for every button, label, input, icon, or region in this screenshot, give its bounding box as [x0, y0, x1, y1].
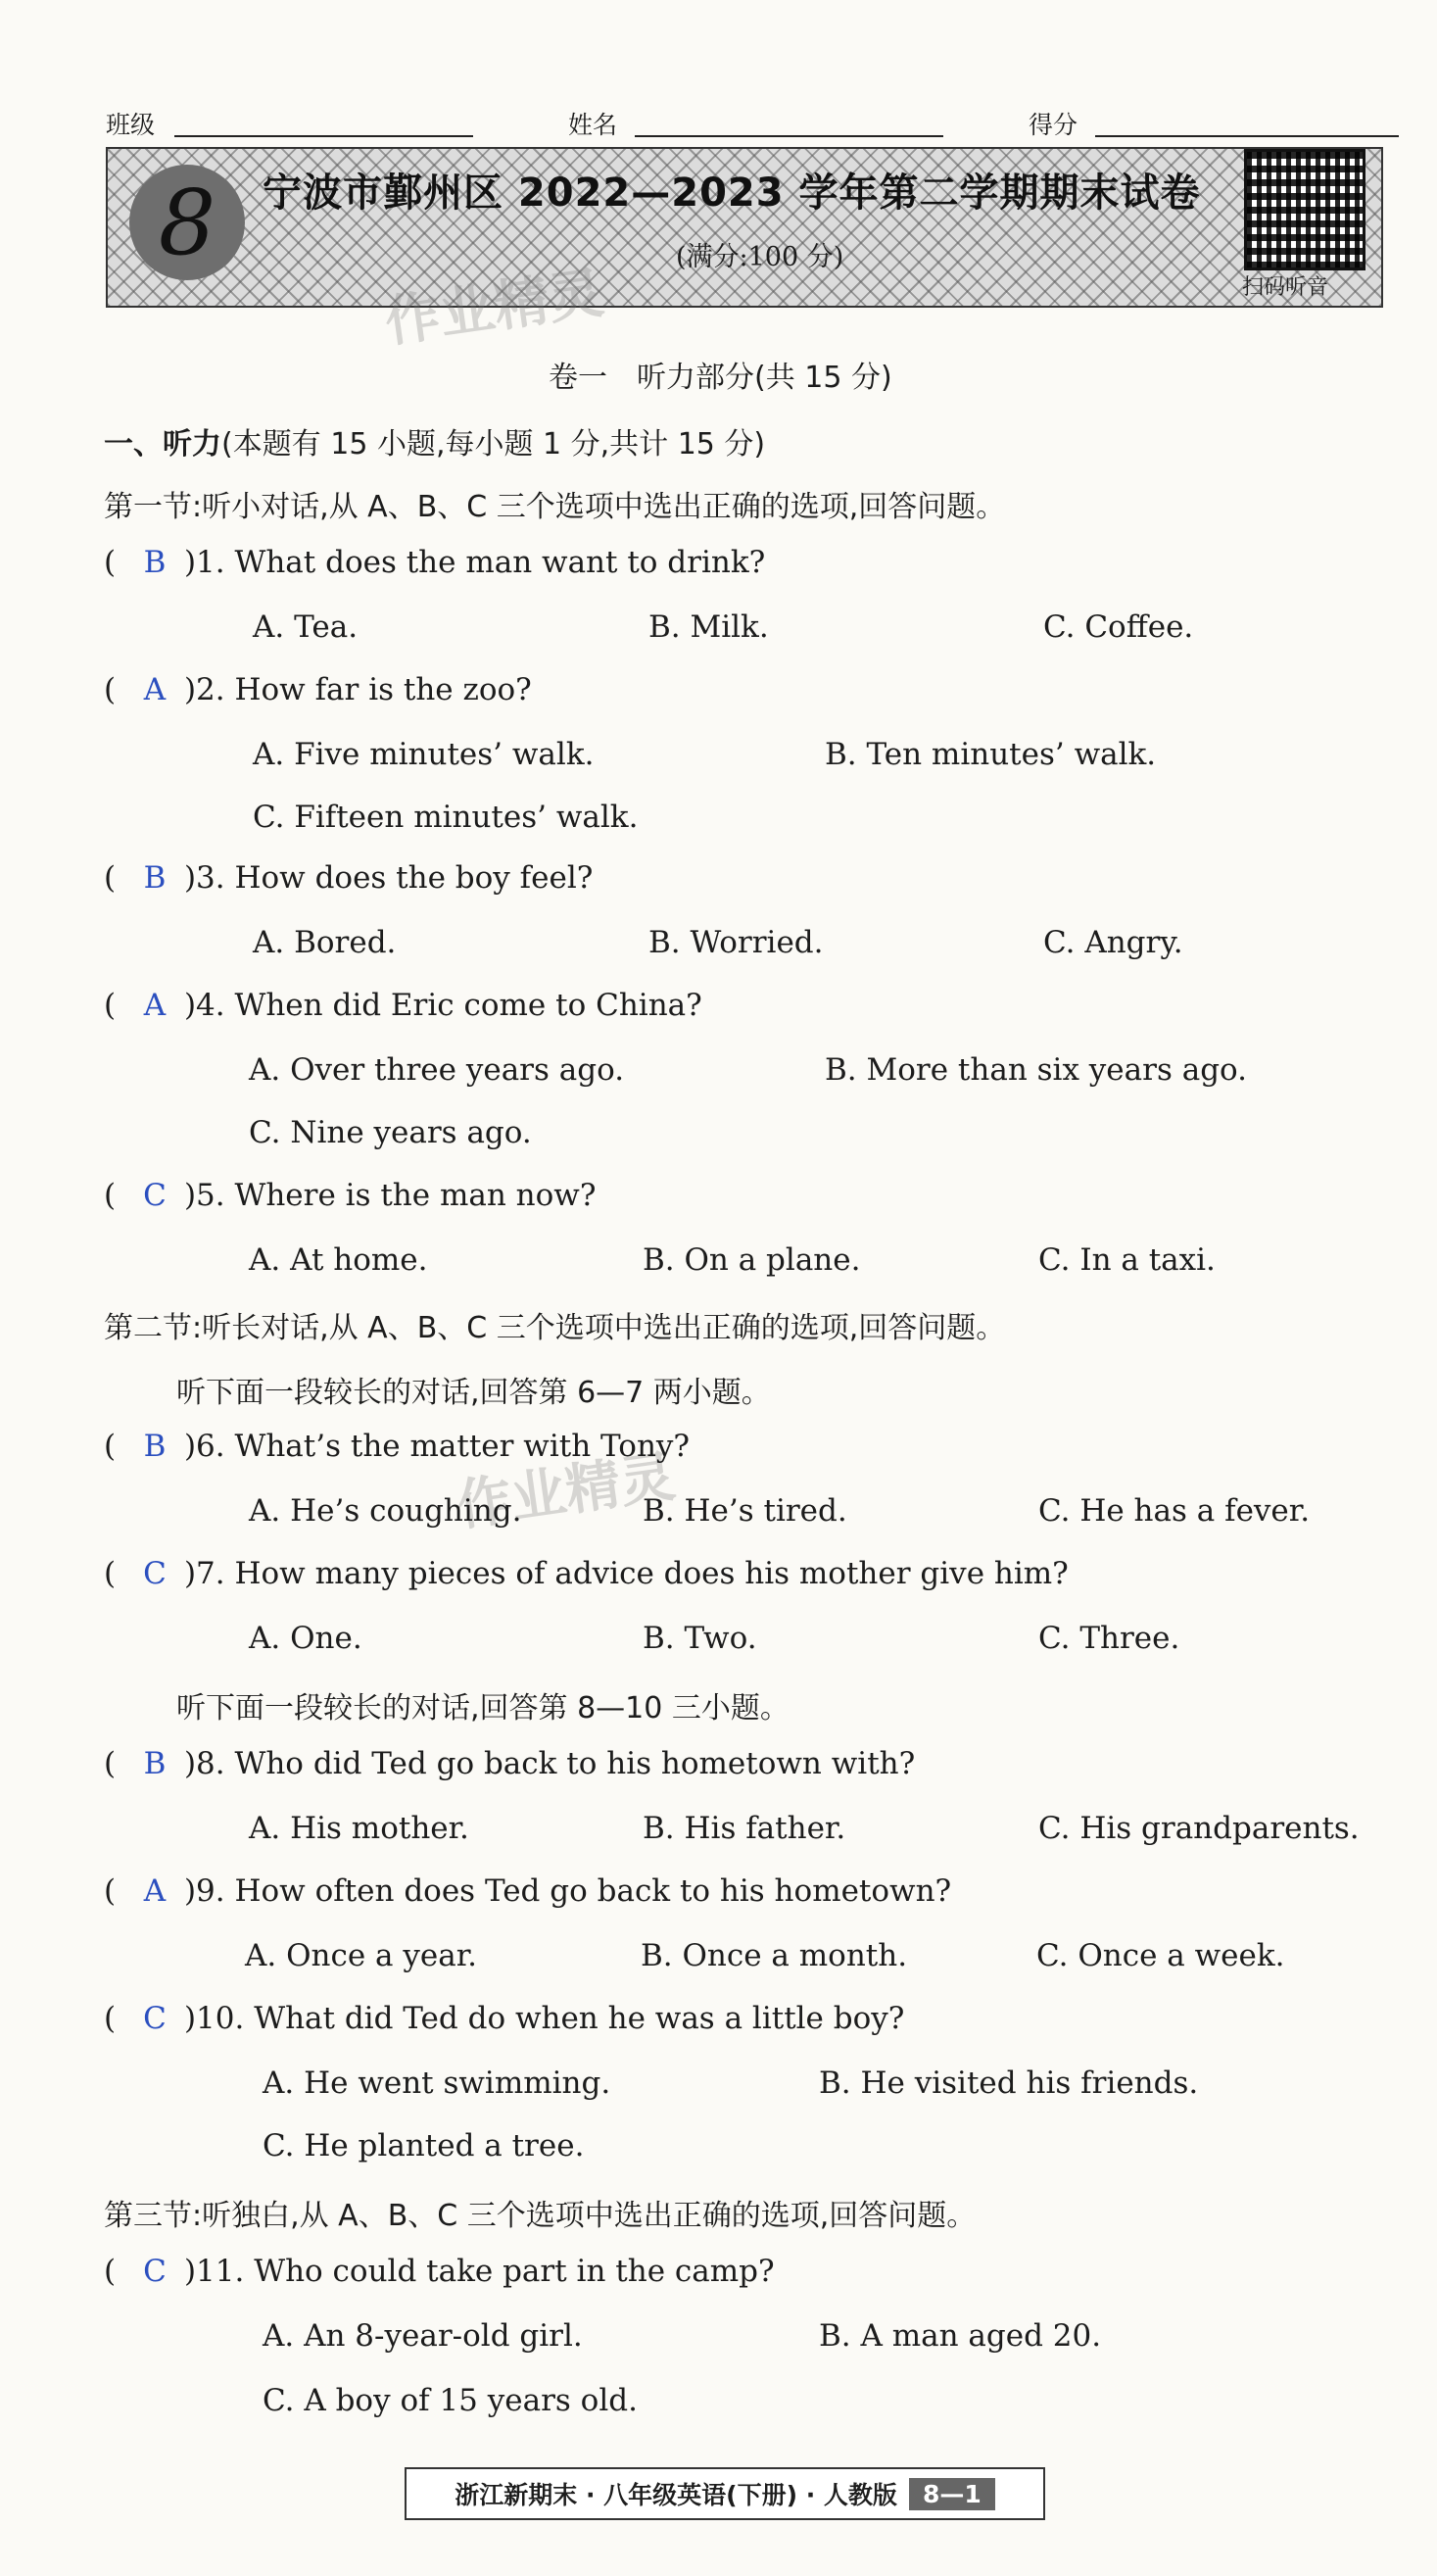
section-heading [104, 419, 765, 462]
option-1c: C. Coffee. [1043, 609, 1194, 645]
option-8c: C. His grandparents. [1038, 1811, 1360, 1846]
option-2a: A. Five minutes’ walk. [253, 737, 595, 772]
paper-number-badge: 8 [129, 165, 245, 280]
answer-7: C [143, 1556, 167, 1591]
option-11a: A. An 8-year-old girl. [263, 2318, 583, 2354]
question-9-text: )9. How often does Ted go back to his hometown? [183, 1873, 952, 1909]
answer-5: C [143, 1178, 167, 1213]
answer-8: B [143, 1746, 167, 1781]
answer-10: C [143, 2001, 167, 2036]
page-footer [405, 2467, 1045, 2520]
option-9a: A. Once a year. [245, 1938, 477, 1973]
option-5b: B. On a plane. [643, 1242, 861, 1278]
paper-title: 宁波市鄞州区 2022—2023 学年第二学期期末试卷 [263, 170, 1201, 216]
answer-9: A [143, 1873, 167, 1909]
part1-instruction: 第一节:听小对话,从 A、B、C 三个选项中选出正确的选项,回答问题。 [104, 490, 1006, 524]
paper-subtitle: (满分:100 分) [676, 242, 844, 272]
option-6b: B. He’s tired. [643, 1493, 847, 1529]
option-10c: C. He planted a tree. [263, 2128, 585, 2163]
answer-4: A [143, 988, 167, 1023]
part2-sub-instruction-1: 听下面一段较长的对话,回答第 6—7 两小题。 [176, 1376, 771, 1410]
option-10b: B. He visited his friends. [819, 2066, 1199, 2101]
watermark: 作业精灵 [453, 1444, 680, 1539]
watermark: 作业精灵 [381, 261, 608, 356]
option-7b: B. Two. [643, 1621, 757, 1656]
option-3a: A. Bored. [253, 925, 397, 960]
answer-1: B [143, 545, 167, 580]
option-5a: A. At home. [249, 1242, 428, 1278]
question-4: ( A )4. When did Eric come to China? [104, 988, 702, 1023]
option-3b: B. Worried. [648, 925, 824, 960]
question-3-text: )3. How does the boy feel? [183, 860, 594, 896]
question-11-text: )11. Who could take part in the camp? [183, 2254, 775, 2289]
question-8: ( B )8. Who did Ted go back to his hometown with? [104, 1746, 916, 1781]
class-fill-line [174, 135, 473, 137]
question-1-text: )1. What does the man want to drink? [183, 545, 766, 580]
question-2-text: )2. How far is the zoo? [183, 672, 532, 707]
option-9b: B. Once a month. [641, 1938, 908, 1973]
answer-2: A [143, 672, 167, 707]
option-2b: B. Ten minutes’ walk. [825, 737, 1157, 772]
footer-text: 浙江新期末 · 八年级英语(下册) · 人教版 [455, 2481, 897, 2509]
qr-code-icon[interactable] [1244, 149, 1365, 270]
option-6c: C. He has a fever. [1038, 1493, 1311, 1529]
question-2: ( A )2. How far is the zoo? [104, 672, 532, 707]
section-heading-bold: 一、听力 [104, 427, 221, 462]
part2-instruction: 第二节:听长对话,从 A、B、C 三个选项中选出正确的选项,回答问题。 [104, 1311, 1006, 1345]
question-4-text: )4. When did Eric come to China? [183, 988, 702, 1023]
page-number: 8—1 [909, 2478, 995, 2510]
name-label: 姓名 [568, 111, 618, 139]
option-1a: A. Tea. [253, 609, 359, 645]
question-7: ( C )7. How many pieces of advice does his mother give him? [104, 1556, 1069, 1591]
option-9c: C. Once a week. [1036, 1938, 1285, 1973]
question-1: ( B )1. What does the man want to drink? [104, 545, 766, 580]
question-8-text: )8. Who did Ted go back to his hometown with? [183, 1746, 916, 1781]
question-6: ( B )6. What’s the matter with Tony? [104, 1429, 691, 1464]
answer-6: B [143, 1429, 167, 1464]
section-heading-rest: (本题有 15 小题,每小题 1 分,共计 15 分) [221, 427, 766, 462]
option-2c: C. Fifteen minutes’ walk. [253, 800, 639, 835]
option-11c: C. A boy of 15 years old. [263, 2383, 638, 2418]
option-7c: C. Three. [1038, 1621, 1180, 1656]
option-4b: B. More than six years ago. [825, 1052, 1248, 1088]
class-label: 班级 [106, 111, 156, 139]
name-fill-line [635, 135, 943, 137]
question-5-text: )5. Where is the man now? [183, 1178, 597, 1213]
answer-3: B [143, 860, 167, 896]
question-7-text: )7. How many pieces of advice does his mother give him? [183, 1556, 1069, 1591]
question-6-text: )6. What’s the matter with Tony? [183, 1429, 691, 1464]
option-6a: A. He’s coughing. [249, 1493, 522, 1529]
option-10a: A. He went swimming. [263, 2066, 611, 2101]
option-4a: A. Over three years ago. [249, 1052, 625, 1088]
option-11b: B. A man aged 20. [819, 2318, 1102, 2354]
question-5: ( C )5. Where is the man now? [104, 1178, 597, 1213]
part3-instruction: 第三节:听独白,从 A、B、C 三个选项中选出正确的选项,回答问题。 [104, 2199, 977, 2233]
question-11: ( C )11. Who could take part in the camp? [104, 2254, 775, 2289]
option-8b: B. His father. [643, 1811, 846, 1846]
option-3c: C. Angry. [1043, 925, 1183, 960]
qr-label: 扫码听音 [1242, 275, 1329, 300]
option-5c: C. In a taxi. [1038, 1242, 1216, 1278]
option-8a: A. His mother. [249, 1811, 469, 1846]
part-title: 卷一 听力部分(共 15 分) [549, 361, 892, 395]
part2-sub-instruction-2: 听下面一段较长的对话,回答第 8—10 三小题。 [176, 1691, 790, 1725]
question-10-text: )10. What did Ted do when he was a little boy? [183, 2001, 905, 2036]
score-label: 得分 [1029, 111, 1078, 139]
question-3: ( B )3. How does the boy feel? [104, 860, 594, 896]
option-1b: B. Milk. [648, 609, 769, 645]
answer-11: C [143, 2254, 167, 2289]
option-7a: A. One. [249, 1621, 362, 1656]
question-9: ( A )9. How often does Ted go back to his hometown? [104, 1873, 952, 1909]
question-10: ( C )10. What did Ted do when he was a little boy? [104, 2001, 905, 2036]
option-4c: C. Nine years ago. [249, 1115, 532, 1150]
score-fill-line [1095, 135, 1399, 137]
